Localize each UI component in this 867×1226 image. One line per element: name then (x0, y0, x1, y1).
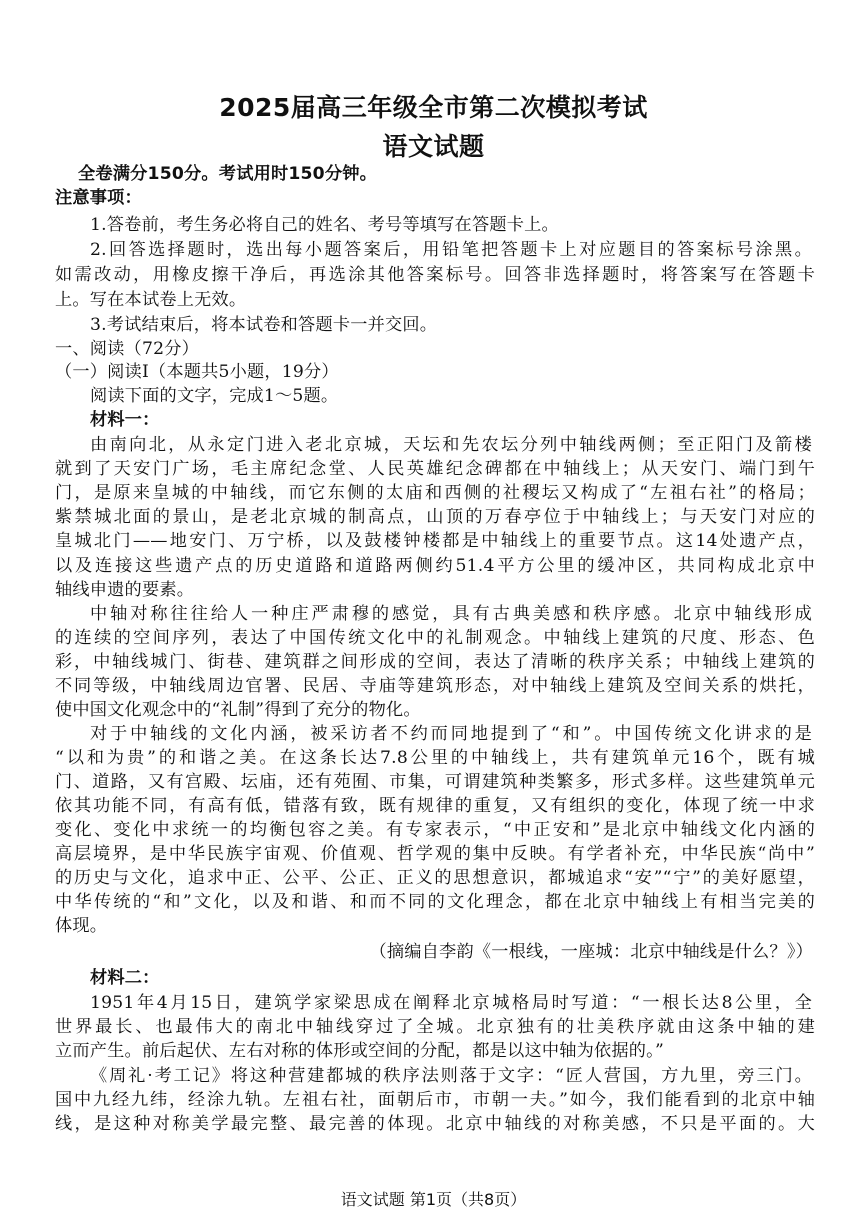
paragraph-line: 的连续的空间序列，表达了中国传统文化中的礼制观念。中轴线上建筑的尺度、形态、色 (55, 628, 815, 648)
paragraph-line: 世界最长、也最伟大的南北中轴线穿过了全城。北京独有的壮美秩序就由这条中轴的建 (55, 1017, 815, 1037)
paragraph-line: 轴线申遗的要素。 (55, 580, 195, 600)
paragraph-line: 体现。 (55, 916, 108, 936)
paragraph-line: 高层境界，是中华民族宇宙观、价值观、哲学观的集中反映。有学者补充，中华民族“尚中” (55, 844, 815, 864)
paragraph-line: 就到了天安门广场，毛主席纪念堂、人民英雄纪念碑都在中轴线上；从天安门、端门到午 (55, 459, 815, 479)
notice-item-2: 2.回答选择题时，选出每小题答案后，用铅笔把答题卡上对应题目的答案标号涂黑。 (90, 240, 812, 260)
paragraph-line: 门、道路，又有宫殿、坛庙，还有苑囿、市集，可谓建筑种类繁多，形式多样。这些建筑单元 (55, 772, 815, 792)
paragraph-line: “以和为贵”的和谐之美。在这条长达7.8公里的中轴线上，共有建筑单元16个，既有城 (55, 748, 815, 768)
paragraph-line: 由南向北，从永定门进入老北京城，天坛和先农坛分列中轴线两侧；至正阳门及箭楼 (90, 435, 812, 455)
notice-item-1: 1.答卷前，考生务必将自己的姓名、考号等填写在答题卡上。 (90, 215, 559, 235)
material-1-label: 材料一： (90, 410, 160, 430)
page-footer: 语文试题 第1页（共8页） (340, 1190, 527, 1209)
notice-item-3: 3.考试结束后，将本试卷和答题卡一并交回。 (90, 315, 438, 335)
notice-item-2-cont: 如需改动，用橡皮擦干净后，再选涂其他答案标号。回答非选择题时，将答案写在答题卡 (55, 265, 815, 285)
paragraph-line: 《周礼·考工记》将这种营建都城的秩序法则落于文字：“匠人营国，方九里，旁三门。 (90, 1066, 812, 1086)
paragraph-line: 变化、变化中求统一的均衡包容之美。有专家表示，“中正安和”是北京中轴线文化内涵的 (55, 820, 815, 840)
paragraph-line: 依其功能不同，有高有低，错落有致，既有规律的重复，又有组织的变化，体现了统一中求 (55, 796, 815, 816)
notice-heading: 注意事项： (55, 188, 142, 208)
paragraph-line: 对于中轴线的文化内涵，被采访者不约而同地提到了“和”。中国传统文化讲求的是 (90, 724, 812, 744)
paragraph-line: 紫禁城北面的景山，是老北京城的制高点，山顶的万春亭位于中轴线上；与天安门对应的 (55, 507, 815, 527)
paragraph-line: 中轴对称往往给人一种庄严肃穆的感觉，具有古典美感和秩序感。北京中轴线形成 (90, 604, 812, 624)
exam-subtitle: 语文试题 (382, 132, 485, 161)
paragraph-line: 的历史与文化，追求中正、公平、公正、正义的思想意识，都城追求“安”“宁”的美好愿望， (55, 868, 815, 888)
subsection-heading: （一）阅读Ⅰ（本题共5小题，19分） (55, 362, 339, 382)
paragraph-line: 门，是原来皇城的中轴线，而它东侧的太庙和西侧的社稷坛又构成了“左祖右社”的格局； (55, 483, 815, 503)
paragraph-line: 线，是这种对称美学最完整、最完善的体现。北京中轴线的对称美感，不只是平面的。大 (55, 1114, 815, 1134)
paragraph-line: 使中国文化观念中的“礼制”得到了充分的物化。 (55, 700, 421, 720)
paragraph-line: 1951年4月15日，建筑学家梁思成在阐释北京城格局时写道：“一根长达8公里，全 (90, 993, 812, 1013)
paragraph-line: 以及连接这些遗产点的历史道路和道路两侧约51.4平方公里的缓冲区，共同构成北京中 (55, 556, 815, 576)
score-time-line: 全卷满分150分。考试用时150分钟。 (78, 164, 377, 184)
paragraph-line: 不同等级，中轴线周边官署、民居、寺庙等建筑形态，对中轴线上建筑及空间关系的烘托， (55, 676, 815, 696)
paragraph-line: 中华传统的“和”文化，以及和谐、和而不同的文化理念，都在北京中轴线上有相当完美的 (55, 892, 815, 912)
reading-instruction: 阅读下面的文字，完成1～5题。 (90, 386, 339, 406)
paragraph-line: 立而产生。前后起伏、左右对称的体形或空间的分配，都是以这中轴为依据的。” (55, 1041, 664, 1061)
paragraph-line: 国中九经九纬，经涂九轨。左祖右社，面朝后市，市朝一夫。”如今，我们能看到的北京中轴 (55, 1090, 815, 1110)
exam-title: 2025届高三年级全市第二次模拟考试 (219, 93, 648, 122)
section-heading: 一、阅读（72分） (55, 339, 199, 359)
paragraph-line: 皇城北门——地安门、万宁桥，以及鼓楼钟楼都是中轴线上的重要节点。这14处遗产点， (55, 531, 815, 551)
material-2-label: 材料二： (90, 968, 160, 988)
source-citation: （摘编自李韵《一根线，一座城：北京中轴线是什么？》） (369, 942, 813, 962)
paragraph-line: 彩，中轴线城门、街巷、建筑群之间形成的空间，表达了清晰的秩序关系；中轴线上建筑的 (55, 652, 815, 672)
notice-item-2-end: 上。写在本试卷上无效。 (55, 290, 247, 310)
